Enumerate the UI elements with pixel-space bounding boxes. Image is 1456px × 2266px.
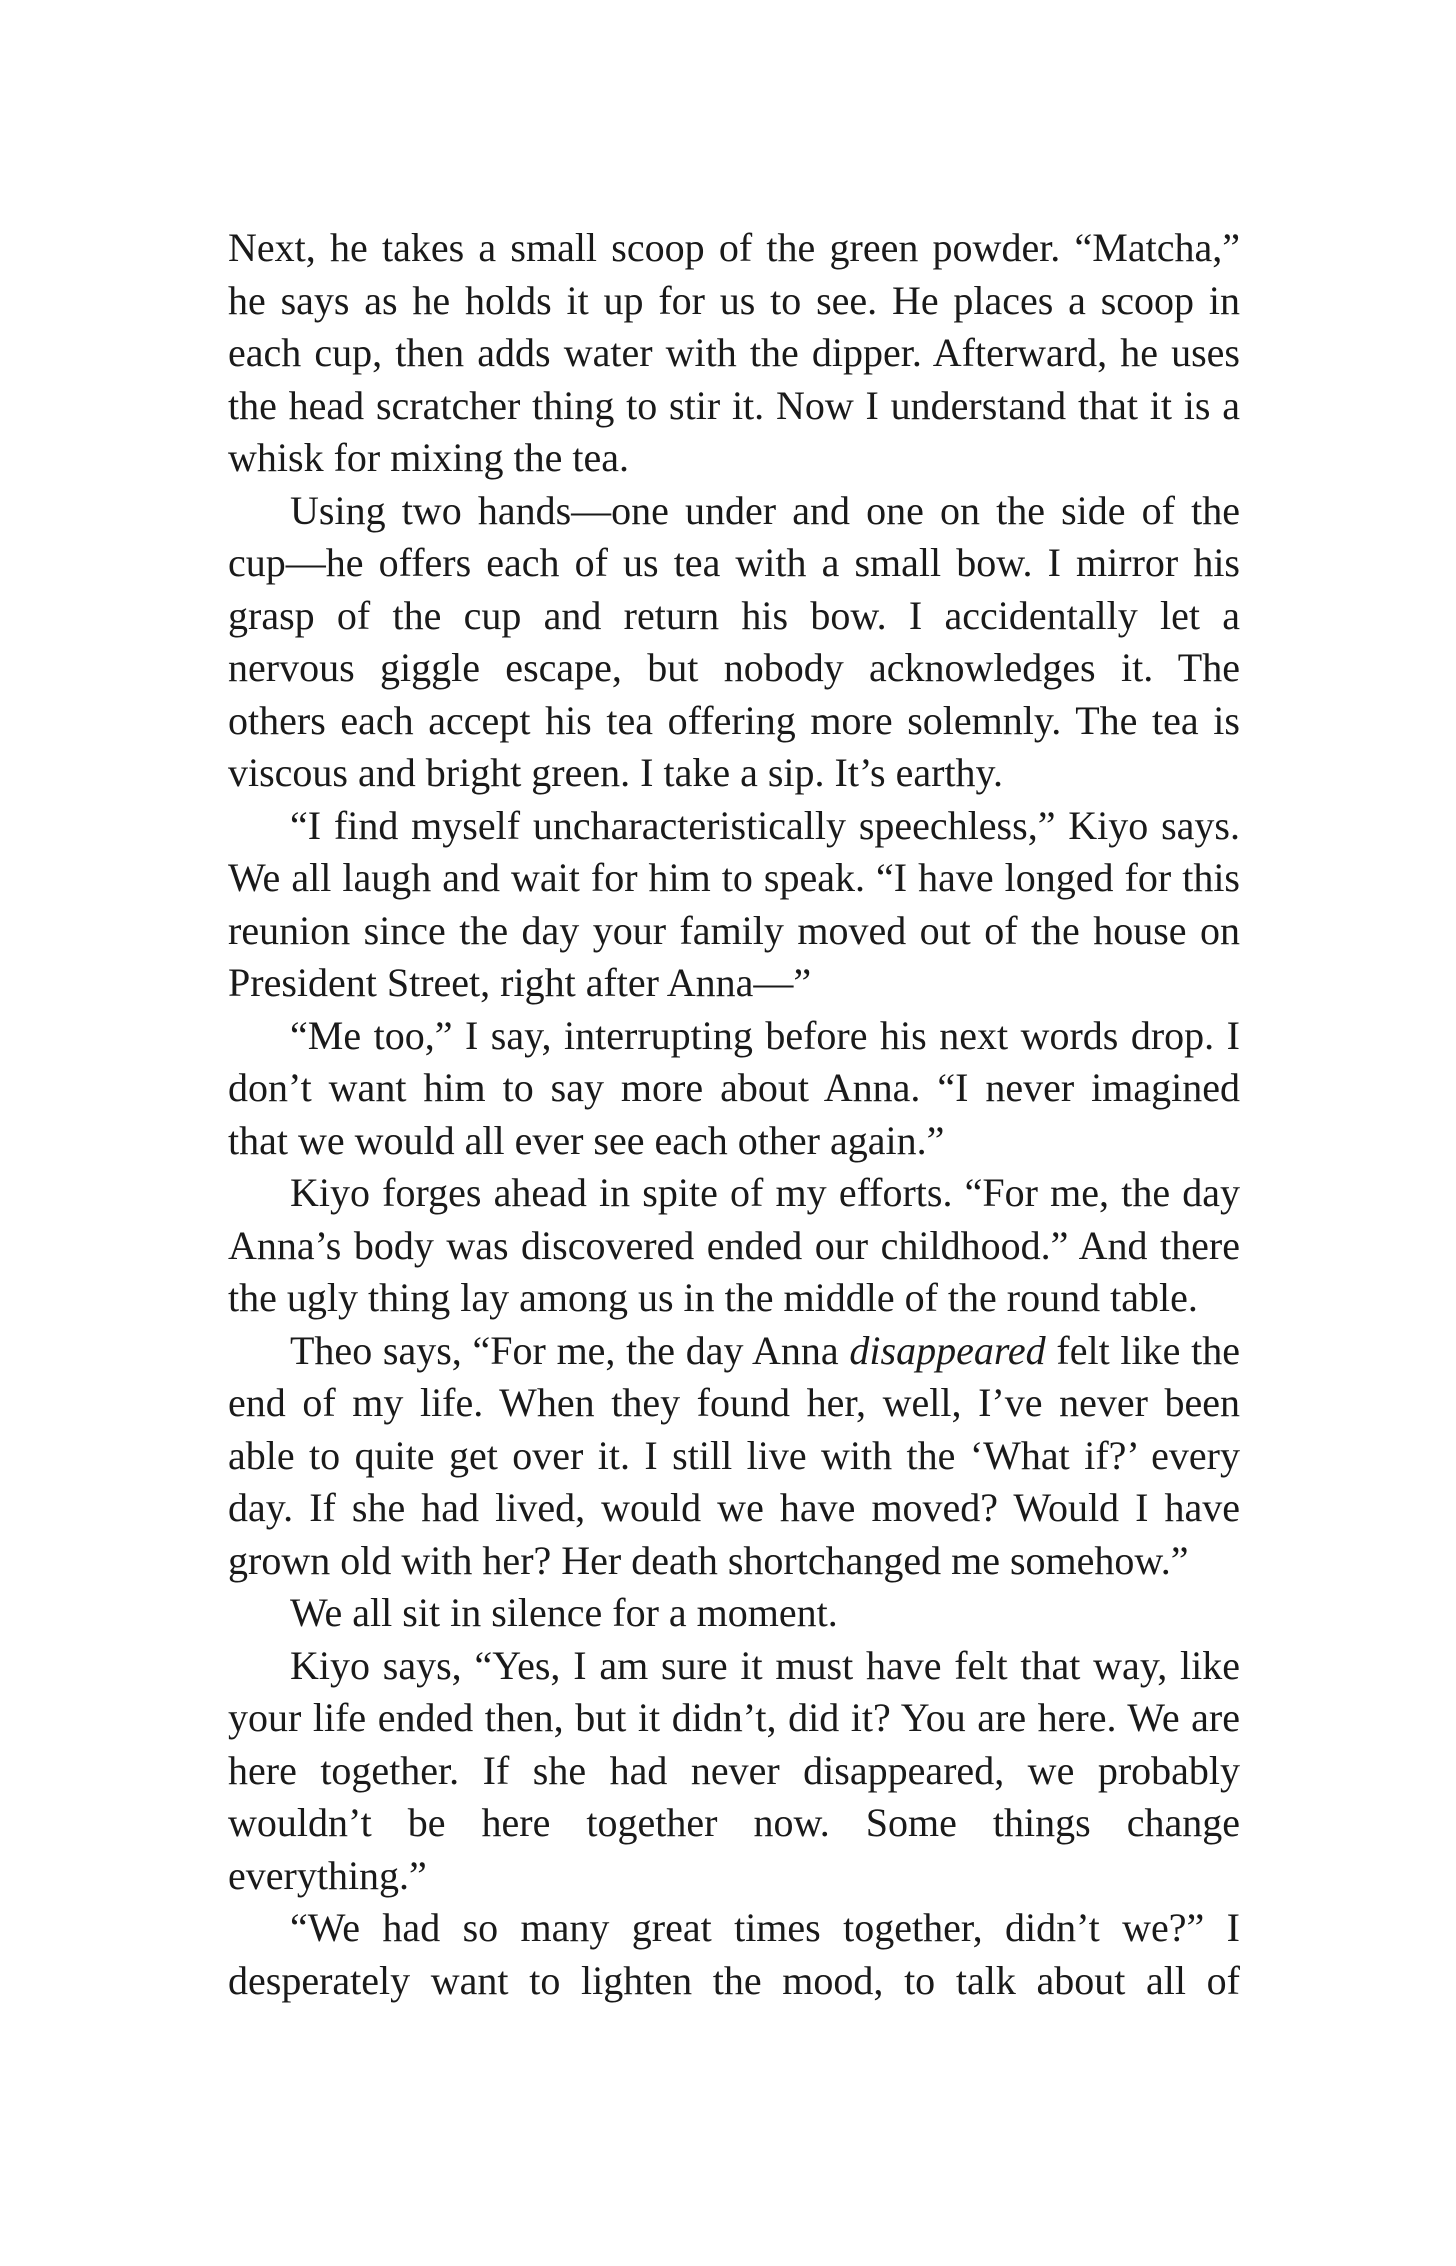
paragraph-me-too: “Me too,” I say, interrupting before his next words drop. I don’t want him to say more about Anna. “I never imagined that we would all ever see each other again.” bbox=[228, 1012, 1240, 1163]
paragraph-theo-before: Theo says, “For me, the day Anna bbox=[290, 1327, 850, 1373]
paragraph-silence: We all sit in silence for a moment. bbox=[290, 1590, 838, 1635]
paragraph-great-times: “We had so many great times together, didn’t we?” I desperately want to lighten the mood, to talk about all of bbox=[228, 1905, 1240, 2003]
paragraph-kiyo-speechless: “I find myself uncharacteristically speechless,” Kiyo says. We all laugh and wait for him to speak. “I have longed for this reunion since the day your family moved out of the house on President Street, right after Anna—” bbox=[228, 802, 1240, 1005]
emphasis-disappeared: disappeared bbox=[849, 1327, 1046, 1373]
paragraph-kiyo-yes: Kiyo says, “Yes, I am sure it must have felt that way, like your life ended then, but it didn’t, did it? You are here. We are here together. If she had never disappeared, we probably wouldn’t be here together now. Some things change everything.” bbox=[228, 1642, 1240, 1898]
paragraph-theo-says bbox=[228, 1325, 1240, 1588]
paragraph-theo-after: felt like the end of my life. When they found her, well, I’ve never been able to quite get over it. I still live with the ‘What if?’ every day. If she had lived, would we have moved? Would I have grown old with her? Her death shortchanged me somehow.” bbox=[228, 1327, 1240, 1583]
paragraph-two-hands: Using two hands—one under and one on the side of the cup—he offers each of us tea with a small bow. I mirror his grasp of the cup and return his bow. I accidentally let a nervous giggle escape, but nobody acknowledges it. The others each accept his tea offering more solemnly. The tea is viscous and bright green. I take a sip. It’s earthy. bbox=[228, 487, 1240, 795]
paragraph-matcha: Next, he takes a small scoop of the green powder. “Matcha,” he says as he holds it up for us to see. He places a scoop in each cup, then adds water with the dipper. Afterward, he uses the head scratcher thing to stir it. Now I understand that it is a whisk for mixing the tea. bbox=[228, 225, 1240, 480]
book-page bbox=[228, 222, 1240, 2007]
paragraph-kiyo-forges-ahead: Kiyo forges ahead in spite of my efforts. “For me, the day Anna’s body was discovered ended our childhood.” And there the ugly thing lay among us in the middle of the round table. bbox=[228, 1170, 1240, 1320]
